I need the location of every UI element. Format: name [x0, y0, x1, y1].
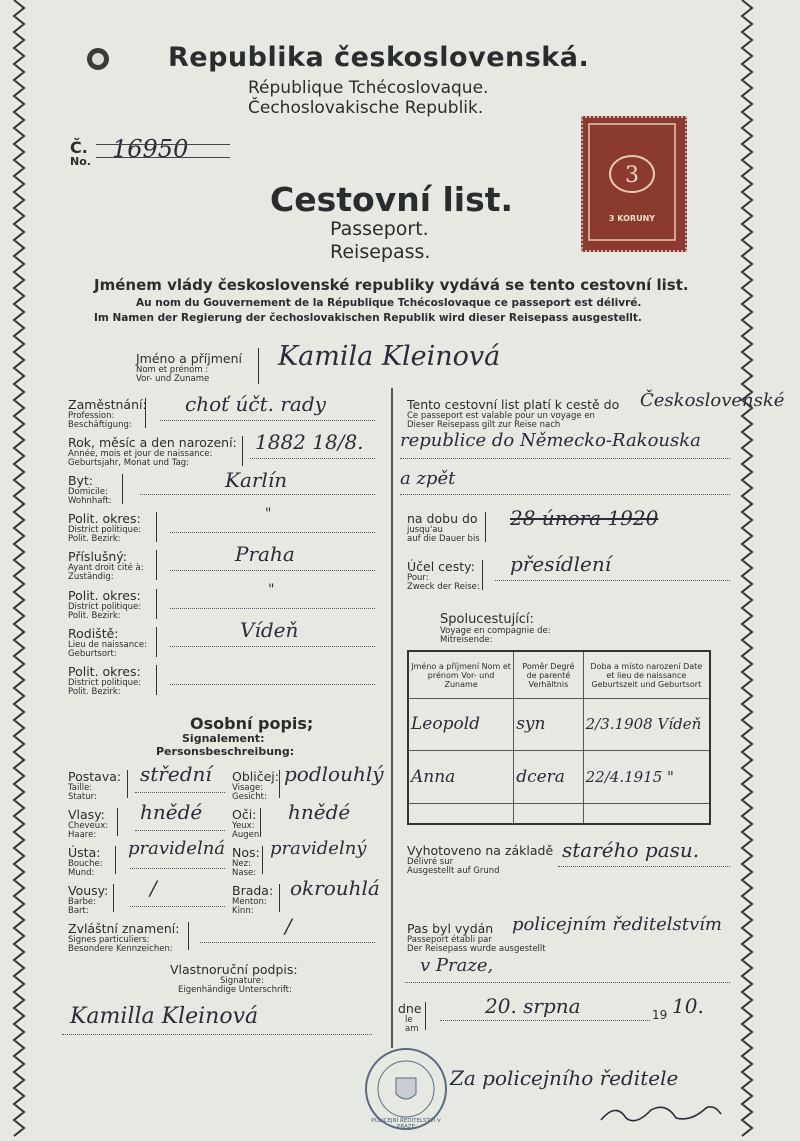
face-label: Obličej:	[232, 769, 279, 784]
stature-label: Postava:	[68, 769, 122, 784]
birth-value: 1882 18/8.	[255, 430, 364, 454]
validity-value-1: Československé	[640, 390, 785, 411]
chin-label-de: Kinn:	[232, 906, 254, 916]
companions-col-relation: Poměr Degré de parenté Verhältnis	[514, 651, 583, 699]
belonging-label: Příslušný:	[68, 549, 127, 564]
district1-line	[170, 532, 375, 533]
date-label: dne	[398, 1001, 422, 1016]
police-seal-text: POLICEJNÍ ŘEDITELSTVÍ V PRAZE	[371, 1118, 441, 1130]
eyes-value: hnědé	[288, 800, 351, 824]
birth-label: Rok, měsíc a den narození:	[68, 435, 237, 450]
profession-label-de: Beschäftigung:	[68, 420, 132, 430]
document-title-fr: Passeport.	[330, 218, 429, 240]
issued-value-2: v Praze,	[420, 955, 494, 976]
beard-line	[130, 906, 225, 907]
signature-label: Vlastnoruční podpis:	[170, 962, 298, 977]
mouth-line	[130, 868, 225, 869]
duration-brace	[485, 512, 492, 542]
validity-line-3	[400, 494, 730, 495]
purpose-brace	[482, 560, 489, 590]
column-divider	[391, 388, 393, 1048]
companions-table	[407, 650, 711, 825]
document-title: Cestovní list.	[270, 180, 514, 219]
district2-brace	[156, 589, 163, 619]
profession-brace	[145, 398, 152, 428]
district2-label-de: Polit. Bezirk:	[68, 611, 121, 621]
duration-label-de: auf die Dauer bis	[407, 534, 480, 544]
table-row	[408, 699, 710, 751]
date-brace	[425, 1002, 432, 1030]
domicile-label: Byt:	[68, 473, 94, 488]
profession-value: choť účt. rady	[185, 392, 326, 416]
domicile-value: Karlín	[225, 468, 288, 492]
chin-label: Brada:	[232, 883, 274, 898]
stature-brace	[127, 770, 134, 798]
date-label-de: am	[405, 1024, 419, 1034]
district1-label: Polit. okres:	[68, 511, 141, 526]
header-line-fr: République Tchécoslovaque.	[248, 78, 489, 98]
companions-title-fr: Voyage en compagnie de:	[440, 626, 551, 636]
left-border-ornament	[12, 0, 26, 1141]
belonging-label-de: Zuständig:	[68, 572, 114, 582]
issue-statement-fr: Au nom du Gouvernement de la République Tchécoslovaque ce passeport est délivré.	[136, 297, 642, 309]
number-label-no: No.	[70, 155, 91, 168]
district3-label: Polit. okres:	[68, 664, 141, 679]
purpose-label-de: Zweck der Reise:	[407, 582, 480, 592]
beard-value: /	[150, 876, 157, 900]
revenue-stamp-value: 3 KORUNY	[608, 214, 656, 223]
belonging-label-fr: Ayant droit cité à:	[68, 563, 144, 573]
domicile-label-fr: Domicile:	[68, 487, 108, 497]
district1-brace	[156, 512, 163, 542]
duration-label-fr: jusqu'au	[407, 525, 443, 535]
basis-label-fr: Délivré sur	[407, 857, 454, 867]
validity-value-3: a zpět	[400, 468, 456, 489]
stature-line	[135, 792, 225, 793]
companion-name: Leopold	[408, 699, 514, 751]
birth-label-fr: Année, mois et jour de naissance:	[68, 449, 213, 459]
validity-line-2	[400, 458, 730, 459]
beard-label-de: Bart:	[68, 906, 89, 916]
companion-birth: 22/4.1915 "	[583, 751, 710, 803]
companion-birth: 2/3.1908 Vídeň	[583, 699, 710, 751]
district2-label: Polit. okres:	[68, 588, 141, 603]
number-underline	[96, 144, 230, 158]
issued-label: Pas byl vydán	[407, 921, 494, 936]
basis-label: Vyhotoveno na základě	[407, 843, 554, 858]
profession-label-fr: Profession:	[68, 411, 115, 421]
companions-title-de: Mitreisende:	[440, 635, 493, 645]
header-line-de: Čechoslovakische Republik.	[248, 98, 484, 118]
profession-label: Zaměstnání:	[68, 397, 147, 412]
validity-label-de: Dieser Reisepass gilt zur Reise nach	[407, 420, 561, 430]
beard-brace	[113, 884, 120, 912]
hair-label-fr: Cheveux:	[68, 821, 109, 831]
revenue-stamp-graphic	[583, 118, 681, 246]
chin-brace	[279, 884, 286, 912]
domicile-line	[140, 494, 375, 495]
date-year-prefix: 19	[652, 1008, 668, 1022]
mouth-label-fr: Bouche:	[68, 859, 103, 869]
domicile-brace	[122, 474, 129, 504]
marks-brace	[188, 922, 195, 950]
punch-hole	[87, 48, 109, 70]
companions-header-row	[408, 651, 710, 699]
nose-label-de: Nase:	[232, 868, 257, 878]
svg-text:3: 3	[625, 163, 639, 188]
mouth-value: pravidelná	[128, 838, 226, 859]
stature-label-de: Statur:	[68, 792, 97, 802]
district3-line	[170, 684, 375, 685]
validity-label: Tento cestovní list platí k cestě do	[407, 397, 620, 412]
mouth-label-de: Mund:	[68, 868, 95, 878]
purpose-line	[495, 580, 730, 581]
basis-label-de: Ausgestellt auf Grund	[407, 866, 500, 876]
description-title: Osobní popis;	[190, 714, 314, 733]
name-label: Jméno a příjmení	[136, 351, 243, 366]
beard-label-fr: Barbe:	[68, 897, 97, 907]
district2-value: "	[268, 582, 275, 598]
stature-label-fr: Taille:	[68, 783, 93, 793]
hair-value: hnědé	[140, 800, 203, 824]
official-signature	[596, 1092, 726, 1132]
purpose-label-fr: Pour:	[407, 573, 429, 583]
name-label-de: Vor- und Zuname	[136, 374, 210, 384]
companion-relation: dcera	[514, 751, 583, 803]
date-line	[440, 1020, 650, 1021]
face-label-fr: Visage:	[232, 783, 264, 793]
belonging-brace	[156, 550, 163, 580]
mouth-label: Ústa:	[68, 845, 101, 860]
marks-line	[200, 942, 375, 943]
face-value: podlouhlý	[284, 762, 384, 786]
district1-value: "	[265, 506, 272, 522]
nose-value: pravidelný	[270, 838, 367, 859]
birth-label-de: Geburtsjahr, Monat und Tag:	[68, 458, 190, 468]
holder-signature: Kamilla Kleinová	[70, 1004, 259, 1029]
nose-label: Nos:	[232, 845, 260, 860]
name-label-fr: Nom et prénom :	[136, 365, 209, 375]
hair-label: Vlasy:	[68, 807, 105, 822]
face-label-de: Gesicht:	[232, 792, 267, 802]
birthplace-label-fr: Lieu de naissance:	[68, 640, 147, 650]
police-seal	[365, 1048, 447, 1130]
district1-label-fr: District politique:	[68, 525, 142, 535]
right-border-ornament	[740, 0, 754, 1141]
eyes-label: Oči:	[232, 807, 257, 822]
beard-label: Vousy:	[68, 883, 109, 898]
birthplace-line	[170, 646, 375, 647]
eyes-brace	[260, 808, 267, 836]
validity-label-fr: Ce passeport est valable pour un voyage en	[407, 411, 595, 421]
birthplace-brace	[156, 627, 163, 657]
date-year-suffix: 10.	[672, 994, 704, 1018]
basis-value: starého pasu.	[562, 838, 700, 862]
birthplace-value: Vídeň	[240, 618, 299, 642]
marks-label-de: Besondere Kennzeichen:	[68, 944, 173, 954]
companion-name: Anna	[408, 751, 514, 803]
hair-brace	[117, 808, 124, 836]
date-label-fr: le	[405, 1015, 413, 1025]
marks-label: Zvláštní znamení:	[68, 921, 180, 936]
description-title-de: Personsbeschreibung:	[156, 745, 295, 758]
signature-line	[62, 1034, 372, 1035]
hair-line	[135, 830, 225, 831]
district3-label-fr: District politique:	[68, 678, 142, 688]
belonging-line	[170, 570, 375, 571]
hair-label-de: Haare:	[68, 830, 97, 840]
companions-title: Spolucestující:	[440, 612, 534, 627]
passport-number: 16950	[112, 135, 189, 163]
holder-name: Kamila Kleinová	[278, 341, 501, 372]
district3-brace	[156, 665, 163, 695]
issued-label-de: Der Reisepass wurde ausgestellt	[407, 944, 546, 954]
marks-value: /	[285, 914, 292, 938]
issue-statement-cz: Jménem vlády československé republiky vydává se tento cestovní list.	[94, 276, 689, 294]
mouth-brace	[115, 846, 122, 874]
signature-label-fr: Signature:	[220, 976, 264, 986]
description-title-fr: Signalement:	[182, 732, 265, 745]
birth-line	[250, 458, 375, 459]
district1-label-de: Polit. Bezirk:	[68, 534, 121, 544]
district3-label-de: Polit. Bezirk:	[68, 687, 121, 697]
revenue-stamp	[581, 116, 687, 252]
purpose-label: Účel cesty:	[407, 559, 475, 574]
issued-label-fr: Passeport établi par	[407, 935, 492, 945]
nose-brace	[262, 846, 269, 874]
date-value: 20. srpna	[485, 994, 581, 1018]
name-brace	[258, 348, 265, 384]
district2-label-fr: District politique:	[68, 602, 142, 612]
official-signature-line: Za policejního ředitele	[450, 1066, 679, 1090]
eyes-label-fr: Yeux:	[232, 821, 255, 831]
number-label: Č.	[70, 138, 88, 157]
nose-label-fr: Nez:	[232, 859, 251, 869]
birthplace-label-de: Geburtsort:	[68, 649, 117, 659]
profession-line	[160, 420, 375, 421]
header-line-cz: Republika československá.	[168, 42, 590, 73]
document-title-de: Reisepass.	[330, 241, 431, 263]
validity-value-2: republice do Německo-Rakouska	[400, 430, 701, 451]
issue-statement-de: Im Namen der Regierung der čechoslovakischen Republik wird dieser Reisepass ausgestellt.	[94, 312, 642, 324]
purpose-value: přesídlení	[510, 552, 612, 576]
domicile-label-de: Wohnhaft:	[68, 496, 112, 506]
birth-brace	[242, 436, 249, 466]
issued-line	[405, 982, 730, 983]
district2-line	[170, 608, 375, 609]
belonging-value: Praha	[235, 542, 295, 566]
duration-label: na dobu do	[407, 511, 478, 526]
basis-line	[558, 866, 730, 867]
birthplace-label: Rodiště:	[68, 626, 119, 641]
chin-label-fr: Menton:	[232, 897, 267, 907]
table-row	[408, 803, 710, 824]
companion-relation: syn	[514, 699, 583, 751]
companions-col-name: Jméno a příjmení Nom et prénom Vor- und Zuname	[408, 651, 514, 699]
marks-label-fr: Signes particuliers:	[68, 935, 150, 945]
table-row	[408, 751, 710, 803]
issued-value: policejním ředitelstvím	[512, 914, 722, 935]
stature-value: střední	[140, 762, 212, 786]
companions-col-birth: Doba a místo narození Date et lieu de naissance Geburtszeit und Geburtsort	[583, 651, 710, 699]
signature-label-de: Eigenhändige Unterschrift:	[178, 985, 292, 995]
police-seal-emblem	[367, 1050, 445, 1128]
chin-value: okrouhlá	[290, 876, 380, 900]
duration-value: 28 února 1920	[510, 506, 659, 530]
eyes-label-de: Augen:	[232, 830, 263, 840]
